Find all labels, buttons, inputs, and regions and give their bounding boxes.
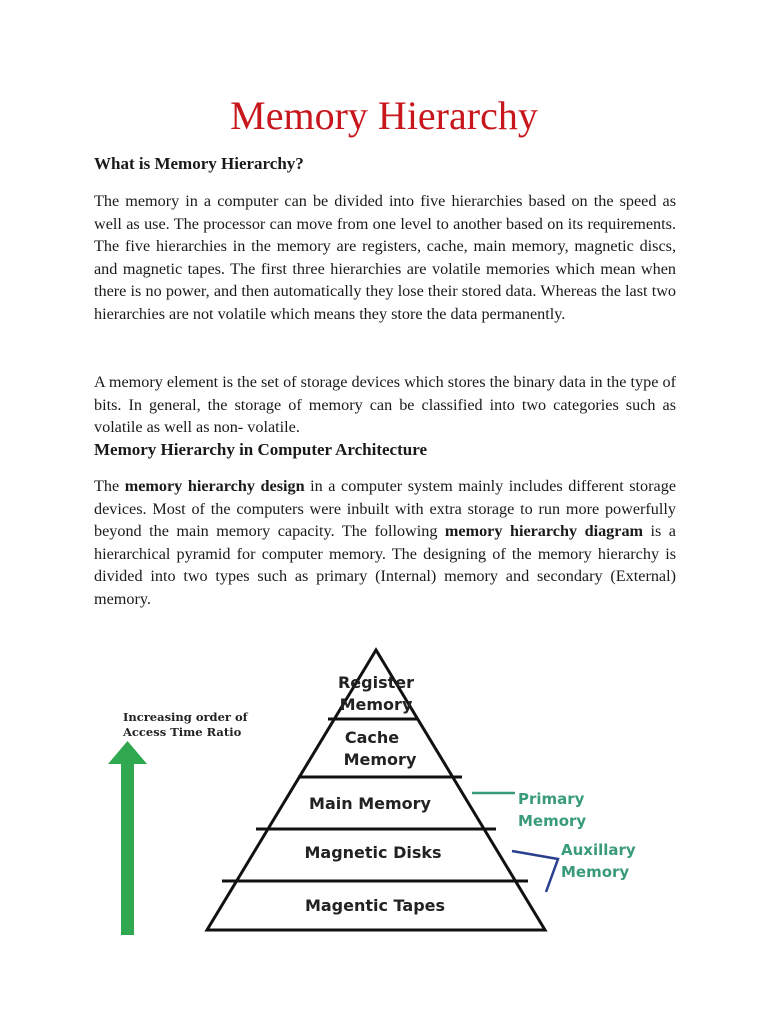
auxiliary-label-line2: Memory bbox=[561, 863, 630, 881]
bold-term-design: memory hierarchy design bbox=[124, 477, 305, 495]
paragraph-memory-element: A memory element is the set of storage devices which stores the binary data in the type of bits. In general, the storage of memory can be classified into two categories such as volatile as well as non- volatile. bbox=[94, 373, 676, 436]
paragraph-intro: The memory in a computer can be divided into five hierarchies based on the speed as well as use. The processor can move from one level to another based on its requirements. The five hierarchies in the memory are registers, cache, main memory, magnetic discs, and magnetic tapes. The first three hierarchies are volatile memories which mean when there is no power, and then automatically they lose their stored data. Whereas the last two hierarchies are not volatile which means they store the data permanently. bbox=[94, 192, 676, 323]
level-register-line2: Memory bbox=[339, 695, 413, 714]
primary-label-line1: Primary bbox=[518, 790, 585, 808]
bold-term-diagram: memory hierarchy diagram bbox=[444, 522, 644, 540]
memory-hierarchy-diagram bbox=[0, 630, 768, 960]
page-title: Memory Hierarchy bbox=[230, 93, 538, 138]
level-register-line1: Register bbox=[337, 673, 415, 692]
text-span: in a computer system mainly includes different storage devices. Most of the computers were inbuilt with extra storage to run more powerfully beyond the main memory capacity. The following bbox=[94, 477, 676, 540]
pyramid bbox=[207, 650, 545, 930]
section-heading-what-is: What is Memory Hierarchy? bbox=[94, 154, 304, 173]
level-cache-line1: Cache bbox=[344, 728, 400, 747]
level-magnetic-tapes: Magentic Tapes bbox=[304, 896, 446, 915]
text-span: The bbox=[94, 477, 125, 495]
level-cache-line2: Memory bbox=[343, 750, 417, 769]
paragraph-design bbox=[94, 475, 676, 610]
primary-label-line2: Memory bbox=[518, 812, 587, 830]
section-heading-architecture: Memory Hierarchy in Computer Architecture bbox=[94, 440, 427, 459]
auxiliary-label-line1: Auxillary bbox=[561, 841, 636, 859]
arrow-label-line2: Access Time Ratio bbox=[123, 725, 242, 739]
level-magnetic-disks: Magnetic Disks bbox=[304, 843, 442, 862]
increasing-arrow-icon bbox=[108, 741, 147, 935]
text-span: is a hierarchical pyramid for computer memory. The designing of the memory hierarchy is divided into two types such as primary (Internal) memory and secondary (External) memory. bbox=[94, 522, 676, 608]
arrow-label-line1: Increasing order of bbox=[123, 710, 248, 724]
level-main-memory: Main Memory bbox=[309, 794, 431, 813]
